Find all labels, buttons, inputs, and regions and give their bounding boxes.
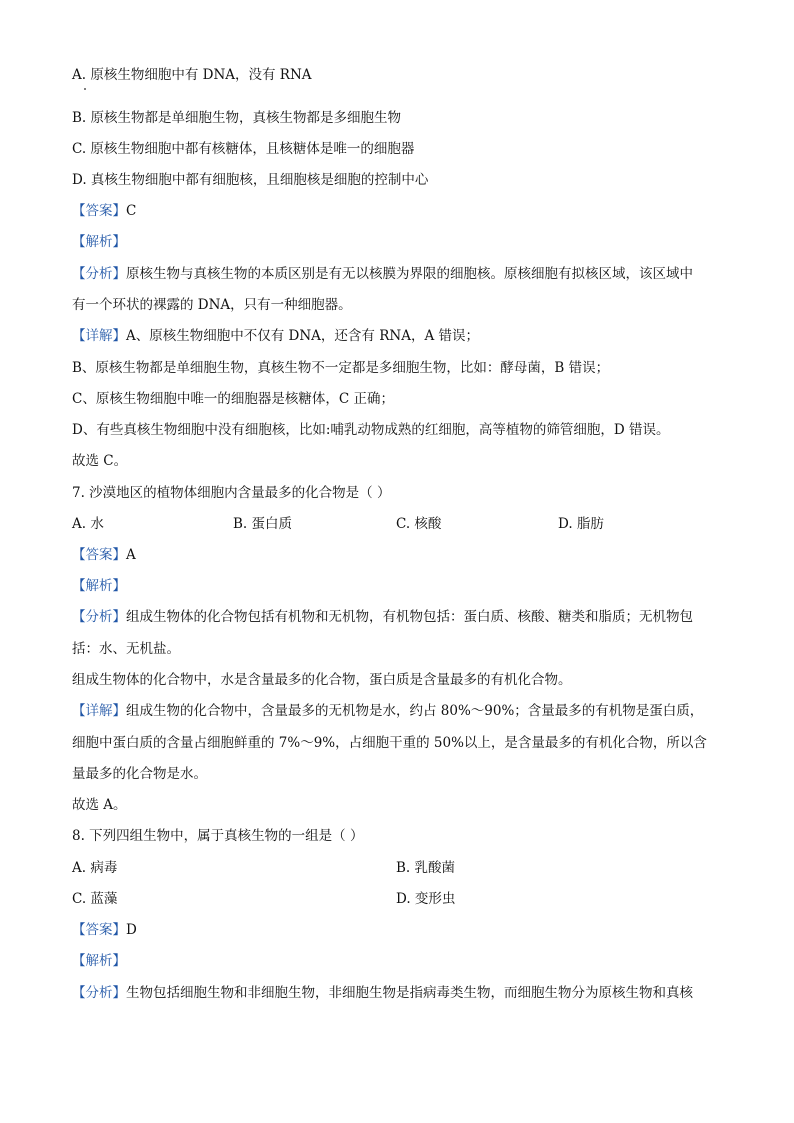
q6-conclusion: 故选 C。 xyxy=(72,453,128,469)
xiangjie-text: A、原核生物细胞中不仅有 DNA，还含有 RNA，A 错误； xyxy=(126,328,479,344)
q7-analysis-heading xyxy=(72,576,722,596)
q6-analysis-heading xyxy=(72,232,722,252)
fenxi-text: 原核生物与真核生物的本质区别是有无以核膜为界限的细胞核。原核细胞有拟核区域，该区域中 xyxy=(126,266,693,282)
xiangjie-tag: 【详解】 xyxy=(72,328,126,344)
analysis-tag: 【解析】 xyxy=(72,953,126,969)
answer-value: D xyxy=(126,922,137,938)
q6-xiangjie-line-2: B、原核生物都是单细胞生物，真核生物不一定都是多细胞生物，比如：酵母菌，B 错误； xyxy=(72,360,610,376)
q6-xiangjie-line-3: C、原核生物细胞中唯一的细胞器是核糖体，C 正确； xyxy=(72,391,394,407)
analysis-tag: 【解析】 xyxy=(72,234,126,250)
q7-stem: 7. 沙漠地区的植物体细胞内含量最多的化合物是（ ） xyxy=(72,485,391,501)
q7-xiangjie-line-1 xyxy=(72,701,722,721)
q8-answer xyxy=(72,920,722,940)
q7-xiangjie-line-3: 量最多的化合物是水。 xyxy=(72,766,207,782)
q6-fenxi-line-2: 有一个环状的裸露的 DNA，只有一种细胞器。 xyxy=(72,297,352,313)
q7-option-b: B. 蛋白质 xyxy=(233,516,293,532)
fenxi-tag: 【分析】 xyxy=(72,266,126,282)
q7-fenxi-line-3: 组成生物体的化合物中，水是含量最多的化合物，蛋白质是含量最多的有机化合物。 xyxy=(72,672,572,688)
q6-option-b: B. 原核生物都是单细胞生物，真核生物都是多细胞生物 xyxy=(72,110,402,126)
q8-stem: 8. 下列四组生物中，属于真核生物的一组是（ ） xyxy=(72,828,364,844)
answer-tag: 【答案】 xyxy=(72,922,126,938)
q6-fenxi-line-1 xyxy=(72,264,722,284)
answer-value: A xyxy=(126,547,136,563)
q6-xiangjie-line-1 xyxy=(72,326,722,346)
q6-xiangjie-line-4: D、有些真核生物细胞中没有细胞核，比如:哺乳动物成熟的红细胞，高等植物的筛管细胞，D 错误。 xyxy=(72,422,670,438)
fenxi-text: 组成生物体的化合物包括有机物和无机物，有机物包括：蛋白质、核酸、糖类和脂质；无机物包 xyxy=(126,609,693,625)
q8-option-c: C. 蓝藻 xyxy=(72,891,118,907)
q7-option-d: D. 脂肪 xyxy=(558,516,604,532)
answer-value: C xyxy=(126,203,137,219)
q8-option-b: B. 乳酸菌 xyxy=(396,860,456,876)
xiangjie-text: 组成生物的化合物中，含量最多的无机物是水，约占 80%～90%；含量最多的有机物是蛋白质， xyxy=(126,703,704,719)
q6-option-c: C. 原核生物细胞中都有核糖体，且核糖体是唯一的细胞器 xyxy=(72,141,415,157)
analysis-tag: 【解析】 xyxy=(72,578,126,594)
xiangjie-tag: 【详解】 xyxy=(72,703,126,719)
q6-option-a: A. 原核生物细胞中有 DNA，没有 RNA xyxy=(72,67,312,83)
q7-option-c: C. 核酸 xyxy=(396,516,442,532)
q7-fenxi-line-1 xyxy=(72,607,722,627)
q8-analysis-heading xyxy=(72,951,722,971)
fenxi-text: 生物包括细胞生物和非细胞生物，非细胞生物是指病毒类生物，而细胞生物分为原核生物和真核 xyxy=(126,985,693,1001)
q7-option-a: A. 水 xyxy=(72,516,104,532)
answer-tag: 【答案】 xyxy=(72,547,126,563)
fenxi-tag: 【分析】 xyxy=(72,609,126,625)
q7-xiangjie-line-2: 细胞中蛋白质的含量占细胞鲜重的 7%～9%，占细胞干重的 50%以上，是含量最多的有机化合物，所以含 xyxy=(72,735,707,751)
q7-fenxi-line-2: 括：水、无机盐。 xyxy=(72,641,180,657)
q8-fenxi-line-1 xyxy=(72,983,722,1003)
q7-answer xyxy=(72,545,722,565)
q6-option-d: D. 真核生物细胞中都有细胞核，且细胞核是细胞的控制中心 xyxy=(72,172,429,188)
q7-conclusion: 故选 A。 xyxy=(72,797,127,813)
q6-answer xyxy=(72,201,722,221)
q8-option-d: D. 变形虫 xyxy=(396,891,456,907)
stray-dot xyxy=(84,88,86,90)
q8-option-a: A. 病毒 xyxy=(72,860,118,876)
answer-tag: 【答案】 xyxy=(72,203,126,219)
fenxi-tag: 【分析】 xyxy=(72,985,126,1001)
